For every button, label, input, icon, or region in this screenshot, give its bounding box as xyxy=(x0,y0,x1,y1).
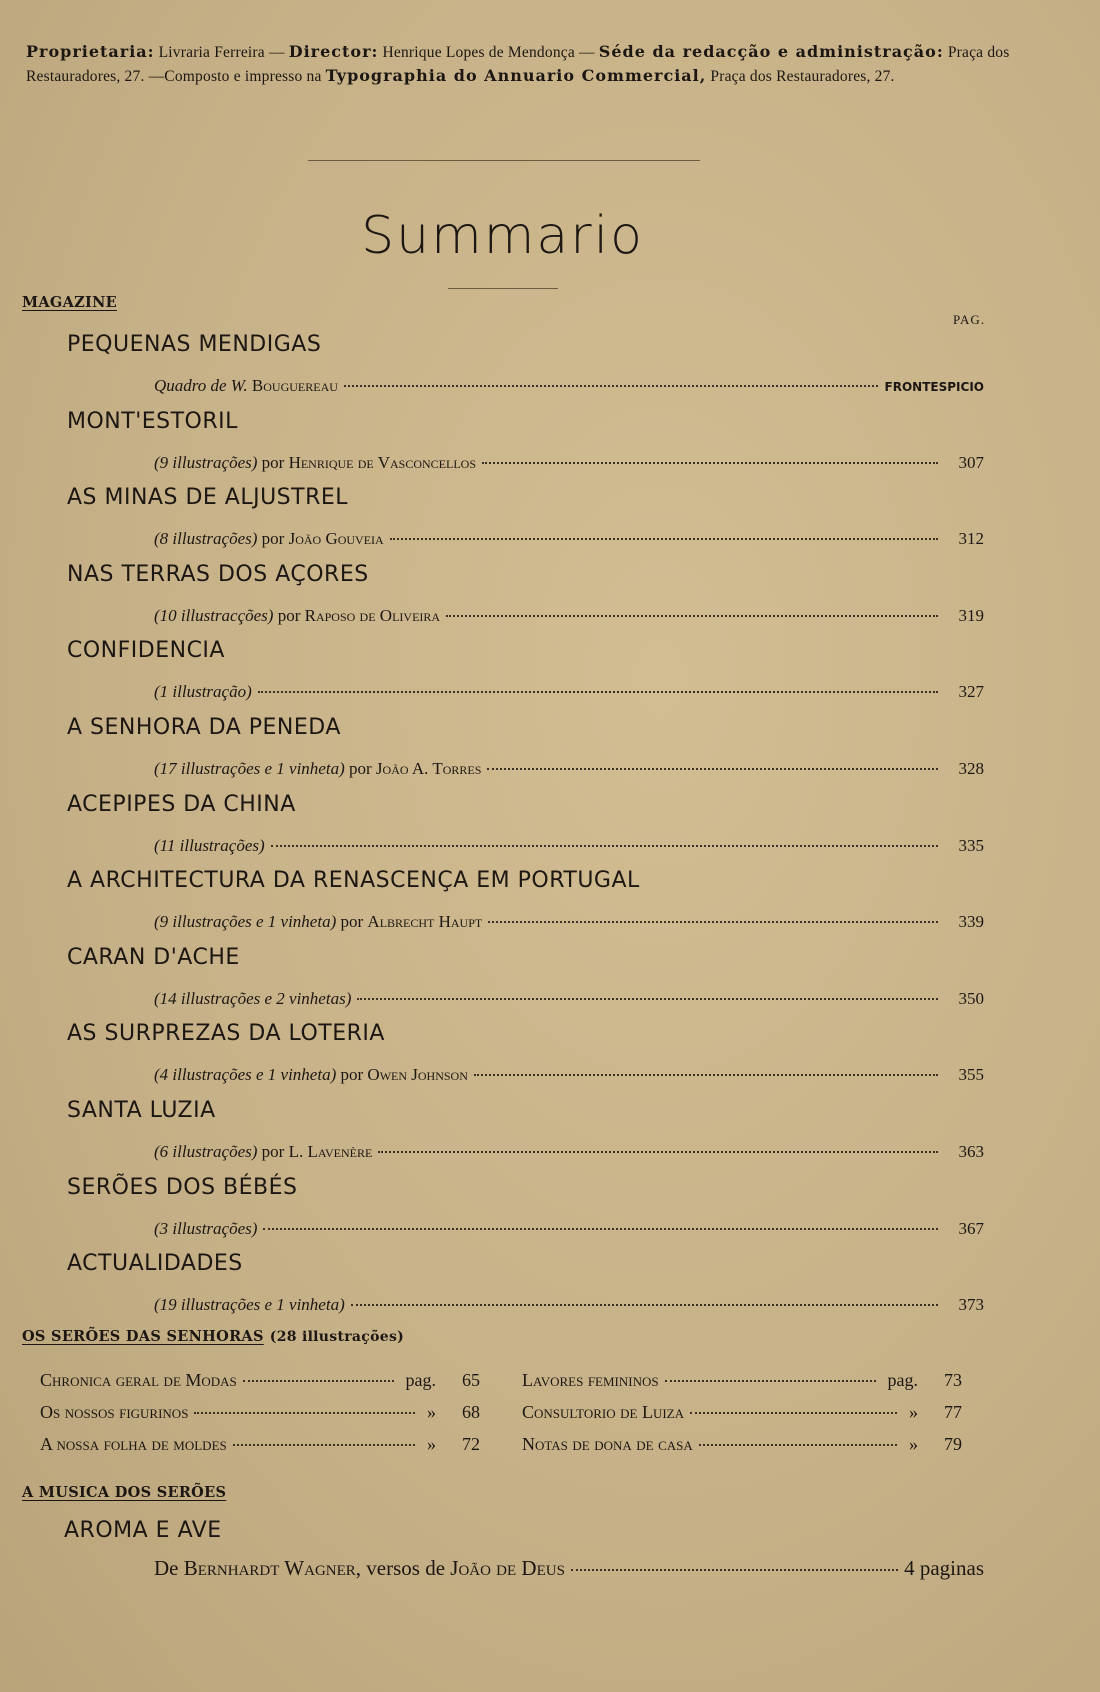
entry-title: PEQUENAS MENDIGAS xyxy=(67,332,322,357)
entry-subline xyxy=(154,606,984,626)
magazine-heading: MAGAZINE xyxy=(22,294,118,311)
entry-subline xyxy=(154,1065,984,1085)
entry-author: L. Lavenère xyxy=(288,1142,373,1161)
entry-by: por xyxy=(340,1065,364,1084)
entry-subline xyxy=(154,836,984,856)
leader-dots xyxy=(271,845,938,847)
entry-title: A ARCHITECTURA DA RENASCENÇA EM PORTUGAL xyxy=(67,868,640,893)
item-page-number: 65 xyxy=(462,1370,480,1390)
list-item[interactable] xyxy=(40,1402,480,1423)
entry-author: Albrecht Haupt xyxy=(367,912,483,931)
entry-subline xyxy=(154,1142,984,1162)
item-pag: pag. xyxy=(405,1370,436,1390)
typographia-label: Typographia do Annuario Commercial, xyxy=(325,66,707,85)
leader-dots xyxy=(488,921,938,923)
typographia: Praça dos Restauradores, 27. xyxy=(710,68,895,85)
leader-dots xyxy=(446,615,938,617)
entry-illustrations: (4 illustrações e 1 vinheta) xyxy=(154,1065,337,1084)
entry-subline xyxy=(154,1219,984,1239)
leader-dots xyxy=(487,768,938,770)
entry-page-number: 327 xyxy=(958,682,984,701)
entry-illustrations: (1 illustração) xyxy=(154,682,252,701)
entry-illustrations: (17 illustrações e 1 vinheta) xyxy=(154,759,345,778)
entry-author: Raposo de Oliveira xyxy=(304,606,441,625)
entry-by: por xyxy=(349,759,372,778)
entry-title: NAS TERRAS DOS AÇORES xyxy=(67,562,369,587)
musica-heading: A MUSICA DOS SERÕES xyxy=(22,1484,227,1501)
item-label: A nossa folha de moldes xyxy=(40,1434,227,1454)
entry-subline xyxy=(154,529,984,549)
pag-header: PAG. xyxy=(953,312,986,327)
top-divider xyxy=(308,160,700,161)
page-title: Summario xyxy=(361,206,644,266)
entry-title: A SENHORA DA PENEDA xyxy=(67,715,341,740)
item-pag: » xyxy=(909,1402,918,1422)
leader-dots xyxy=(263,1228,938,1230)
entry-page-number: 363 xyxy=(958,1142,984,1161)
list-item[interactable] xyxy=(522,1434,962,1455)
entry-page-number: 367 xyxy=(958,1219,984,1238)
sede-label: Séde da redacção e administração: xyxy=(598,42,944,61)
item-pag: » xyxy=(427,1402,436,1422)
leader-dots xyxy=(378,1151,938,1153)
leader-dots xyxy=(390,538,938,540)
item-page-number: 79 xyxy=(944,1434,962,1454)
musica-pages: 4 paginas xyxy=(904,1556,984,1580)
item-label: Os nossos figurinos xyxy=(40,1402,189,1422)
item-label: Lavores femininos xyxy=(522,1370,659,1390)
entry-illustrations: (19 illustrações e 1 vinheta) xyxy=(154,1295,345,1314)
entry-title: AS SURPREZAS DA LOTERIA xyxy=(67,1021,385,1046)
entry-title: CARAN D'ACHE xyxy=(67,945,240,970)
leader-dots xyxy=(243,1380,394,1382)
item-label: Chronica geral de Modas xyxy=(40,1370,237,1390)
entry-title: ACEPIPES DA CHINA xyxy=(67,792,296,817)
musica-middle: versos de xyxy=(366,1556,446,1580)
entry-illustrations: (3 illustrações) xyxy=(154,1219,258,1238)
proprietaria: Livraria Ferreira — xyxy=(158,44,285,61)
list-item[interactable] xyxy=(40,1434,480,1455)
entry-page-number: 339 xyxy=(958,912,984,931)
item-pag: » xyxy=(909,1434,918,1454)
item-page-number: 73 xyxy=(944,1370,962,1390)
entry-page-number: 335 xyxy=(958,836,984,855)
leader-dots xyxy=(571,1569,898,1571)
entry-page-number: 373 xyxy=(958,1295,984,1314)
leader-dots xyxy=(474,1074,938,1076)
leader-dots xyxy=(233,1444,415,1446)
leader-dots xyxy=(194,1412,415,1414)
item-page-number: 77 xyxy=(944,1402,962,1422)
director-label: Director: xyxy=(288,42,379,61)
entry-author: João Gouveia xyxy=(288,529,384,548)
leader-dots xyxy=(258,691,938,693)
imprint xyxy=(26,40,1026,88)
item-label: Consultorio de Luiza xyxy=(522,1402,685,1422)
leader-dots xyxy=(344,385,878,387)
sede: Praça dos Restauradores, 27. —Composto e impresso na xyxy=(26,44,1010,85)
musica-poet: João de Deus xyxy=(450,1556,565,1580)
leader-dots xyxy=(482,462,938,464)
entry-title: MONT'ESTORIL xyxy=(67,409,238,434)
title-divider xyxy=(448,288,558,289)
senhoras-heading xyxy=(22,1328,404,1345)
entry-subline xyxy=(154,989,984,1009)
entry-title: SERÕES DOS BÉBÉS xyxy=(67,1175,298,1200)
entry-subline xyxy=(154,912,984,932)
senhoras-note: (28 illustrações) xyxy=(269,1329,405,1345)
entry-page-number: 355 xyxy=(958,1065,984,1084)
entry-illustrations: (11 illustrações) xyxy=(154,836,265,855)
musica-subline xyxy=(154,1556,984,1581)
entry-illustrations: Quadro de W. xyxy=(154,376,248,395)
proprietaria-label: Proprietaria: xyxy=(26,42,155,61)
entry-page-number: FRONTESPICIO xyxy=(884,380,984,394)
leader-dots xyxy=(699,1444,897,1446)
entry-subline xyxy=(154,1295,984,1315)
musica-prefix: De xyxy=(154,1556,179,1580)
entry-author: João A. Torres xyxy=(375,759,482,778)
entry-illustrations: (8 illustrações) xyxy=(154,529,258,548)
entry-page-number: 328 xyxy=(958,759,984,778)
entry-title: SANTA LUZIA xyxy=(67,1098,216,1123)
leader-dots xyxy=(357,998,938,1000)
entry-page-number: 319 xyxy=(958,606,984,625)
entry-by: por xyxy=(277,606,301,625)
item-page-number: 72 xyxy=(462,1434,480,1454)
entry-subline xyxy=(154,453,984,473)
entry-author: Bouguereau xyxy=(251,376,338,395)
item-page-number: 68 xyxy=(462,1402,480,1422)
entry-illustrations: (9 illustrações) xyxy=(154,453,258,472)
item-label: Notas de dona de casa xyxy=(522,1434,693,1454)
entry-title: CONFIDENCIA xyxy=(67,638,225,663)
entry-by: por xyxy=(340,912,364,931)
list-item[interactable] xyxy=(40,1370,480,1391)
entry-illustrations: (9 illustrações e 1 vinheta) xyxy=(154,912,337,931)
entry-illustrations: (14 illustrações e 2 vinhetas) xyxy=(154,989,352,1008)
list-item[interactable] xyxy=(522,1402,962,1423)
musica-title: AROMA E AVE xyxy=(64,1518,222,1543)
entry-page-number: 350 xyxy=(958,989,984,1008)
entry-illustrations: (6 illustrações) xyxy=(154,1142,258,1161)
list-item[interactable] xyxy=(522,1370,962,1391)
entry-title: ACTUALIDADES xyxy=(67,1251,243,1276)
entry-title: AS MINAS DE ALJUSTREL xyxy=(67,485,349,510)
entry-subline xyxy=(154,759,984,779)
entry-by: por xyxy=(261,529,285,548)
entry-page-number: 307 xyxy=(958,453,984,472)
senhoras-heading-label: OS SERÕES DAS SENHORAS xyxy=(22,1328,264,1345)
item-pag: pag. xyxy=(887,1370,918,1390)
entry-illustrations: (10 illustracções) xyxy=(154,606,274,625)
director: Henrique Lopes de Mendonça — xyxy=(382,44,595,61)
entry-by: por xyxy=(261,453,285,472)
entry-author: Henrique de Vasconcellos xyxy=(288,453,476,472)
leader-dots xyxy=(351,1304,938,1306)
leader-dots xyxy=(690,1412,897,1414)
entry-page-number: 312 xyxy=(958,529,984,548)
entry-subline xyxy=(154,376,984,396)
entry-subline xyxy=(154,682,984,702)
musica-composer: Bernhardt Wagner, xyxy=(183,1556,362,1580)
entry-author: Owen Johnson xyxy=(367,1065,468,1084)
entry-by: por xyxy=(261,1142,285,1161)
leader-dots xyxy=(665,1380,876,1382)
item-pag: » xyxy=(427,1434,436,1454)
